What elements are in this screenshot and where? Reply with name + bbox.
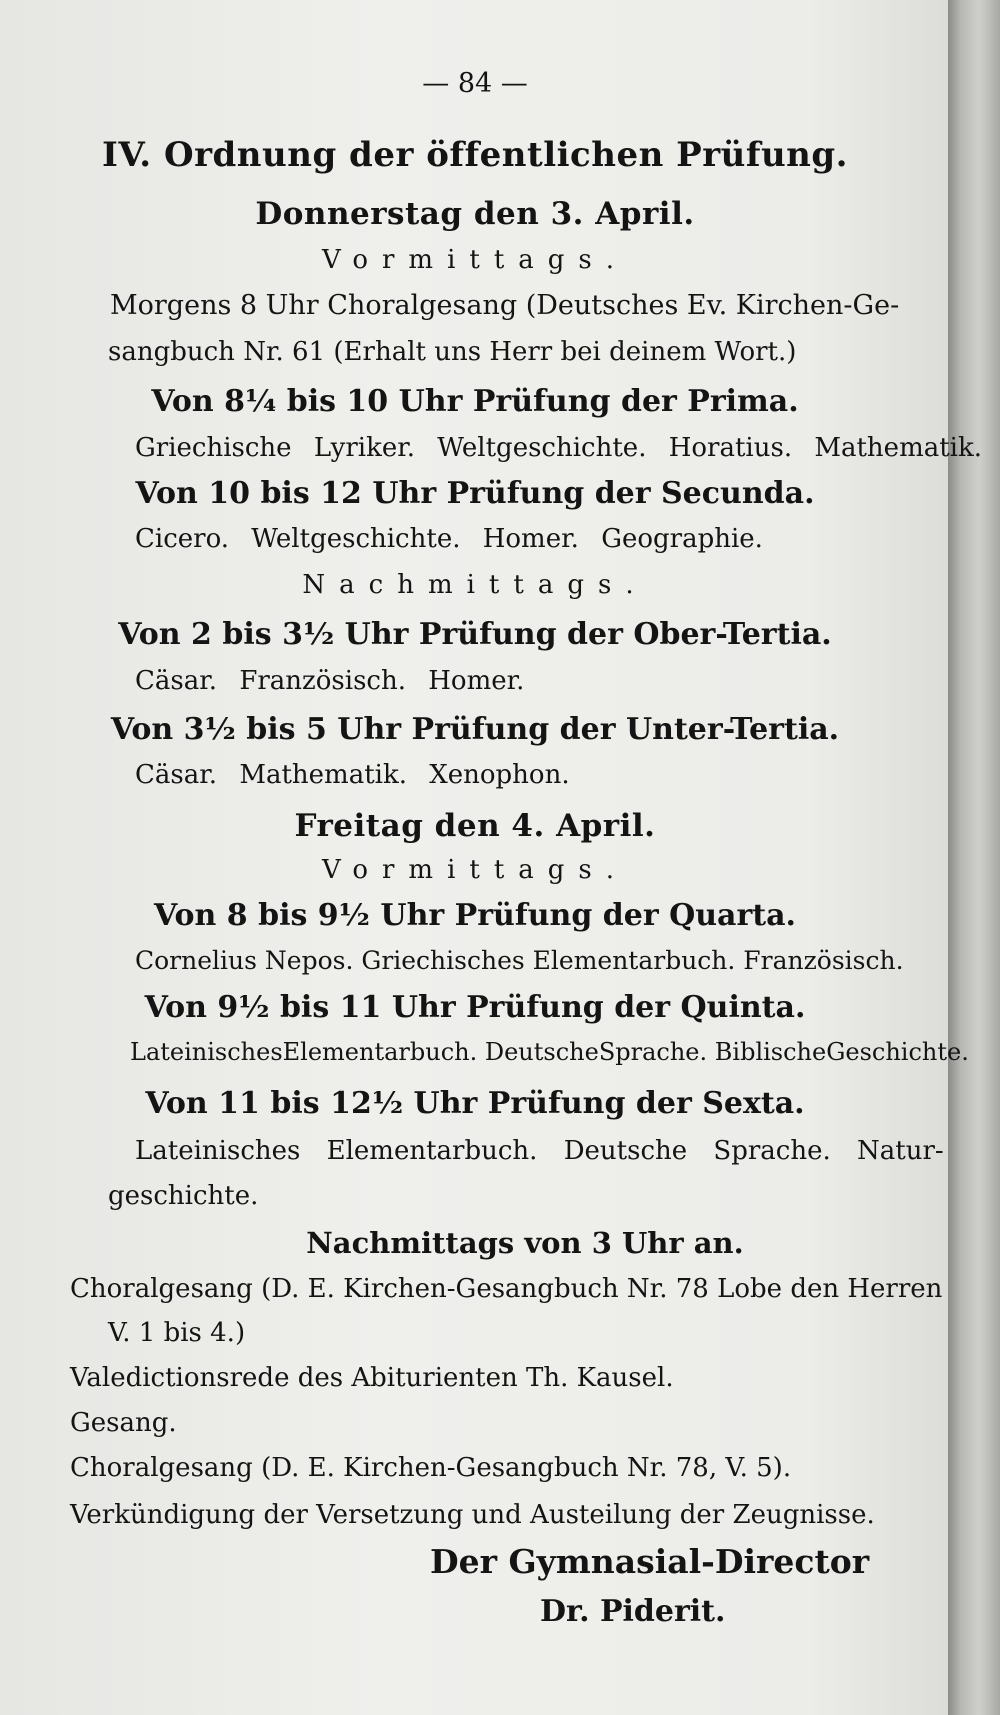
signature-name: Dr. Piderit. (540, 1594, 726, 1629)
section-heading: IV. Ordnung der öffentlichen Prüfung. (101, 135, 849, 175)
thursday-slot-4-subjects: Cäsar. Mathematik. Xenophon. (135, 760, 570, 790)
thursday-slot-4: Von 3½ bis 5 Uhr Prüfung der Unter-Tertia. (110, 712, 840, 747)
friday-slot-1: Von 8 bis 9½ Uhr Prüfung der Quarta. (153, 898, 796, 933)
day-title-thursday: Donnerstag den 3. April. (255, 196, 695, 232)
program-item-3: Gesang. (70, 1408, 177, 1438)
program-item-5: Verkündigung der Versetzung und Austeilung der Zeugnisse. (70, 1500, 875, 1530)
thursday-slot-3: Von 2 bis 3½ Uhr Prüfung der Ober-Tertia. (118, 617, 832, 652)
friday-slot-1-subjects: Cornelius Nepos. Griechisches Elementarbuch. Französisch. (135, 946, 904, 975)
page-gutter (948, 0, 1000, 1715)
thursday-slot-3-subjects: Cäsar. Französisch. Homer. (135, 666, 525, 696)
signature-title: Der Gymnasial-Director (430, 1542, 870, 1581)
program-item-1b: V. 1 bis 4.) (108, 1318, 246, 1348)
friday-slot-3-subjects-line-1: Lateinisches Elementarbuch. Deutsche Sprache. Natur- (135, 1136, 944, 1166)
friday-slot-3-subjects-line-2: geschichte. (108, 1181, 259, 1211)
thursday-morning-label: Vormittags. (321, 245, 629, 275)
program-item-2: Valedictionsrede des Abiturienten Th. Kausel. (70, 1363, 674, 1393)
friday-afternoon-label: Nachmittags von 3 Uhr an. (306, 1226, 744, 1260)
friday-slot-2-subjects: LateinischesElementarbuch. DeutscheSprache. BiblischeGeschichte. (130, 1038, 969, 1066)
page-number: — 84 — (422, 68, 528, 99)
thursday-slot-1-subjects: Griechische Lyriker. Weltgeschichte. Horatius. Mathematik. (135, 433, 983, 463)
thursday-slot-2-subjects: Cicero. Weltgeschichte. Homer. Geographie. (135, 524, 763, 554)
friday-slot-2: Von 9½ bis 11 Uhr Prüfung der Quinta. (144, 990, 806, 1025)
thursday-slot-1: Von 8¼ bis 10 Uhr Prüfung der Prima. (151, 384, 799, 419)
program-item-4: Choralgesang (D. E. Kirchen-Gesangbuch Nr. 78, V. 5). (70, 1453, 792, 1483)
thursday-slot-2: Von 10 bis 12 Uhr Prüfung der Secunda. (135, 476, 815, 511)
opening-line-1: Morgens 8 Uhr Choralgesang (Deutsches Ev. Kirchen-Ge- (110, 290, 900, 321)
opening-line-2: sangbuch Nr. 61 (Erhalt uns Herr bei deinem Wort.) (108, 337, 797, 367)
day-title-friday: Freitag den 4. April. (294, 808, 656, 844)
friday-morning-label: Vormittags. (321, 855, 629, 885)
thursday-afternoon-label: Nachmittags. (302, 570, 648, 600)
program-item-1a: Choralgesang (D. E. Kirchen-Gesangbuch Nr. 78 Lobe den Herren (70, 1274, 943, 1304)
friday-slot-3: Von 11 bis 12½ Uhr Prüfung der Sexta. (145, 1086, 805, 1121)
